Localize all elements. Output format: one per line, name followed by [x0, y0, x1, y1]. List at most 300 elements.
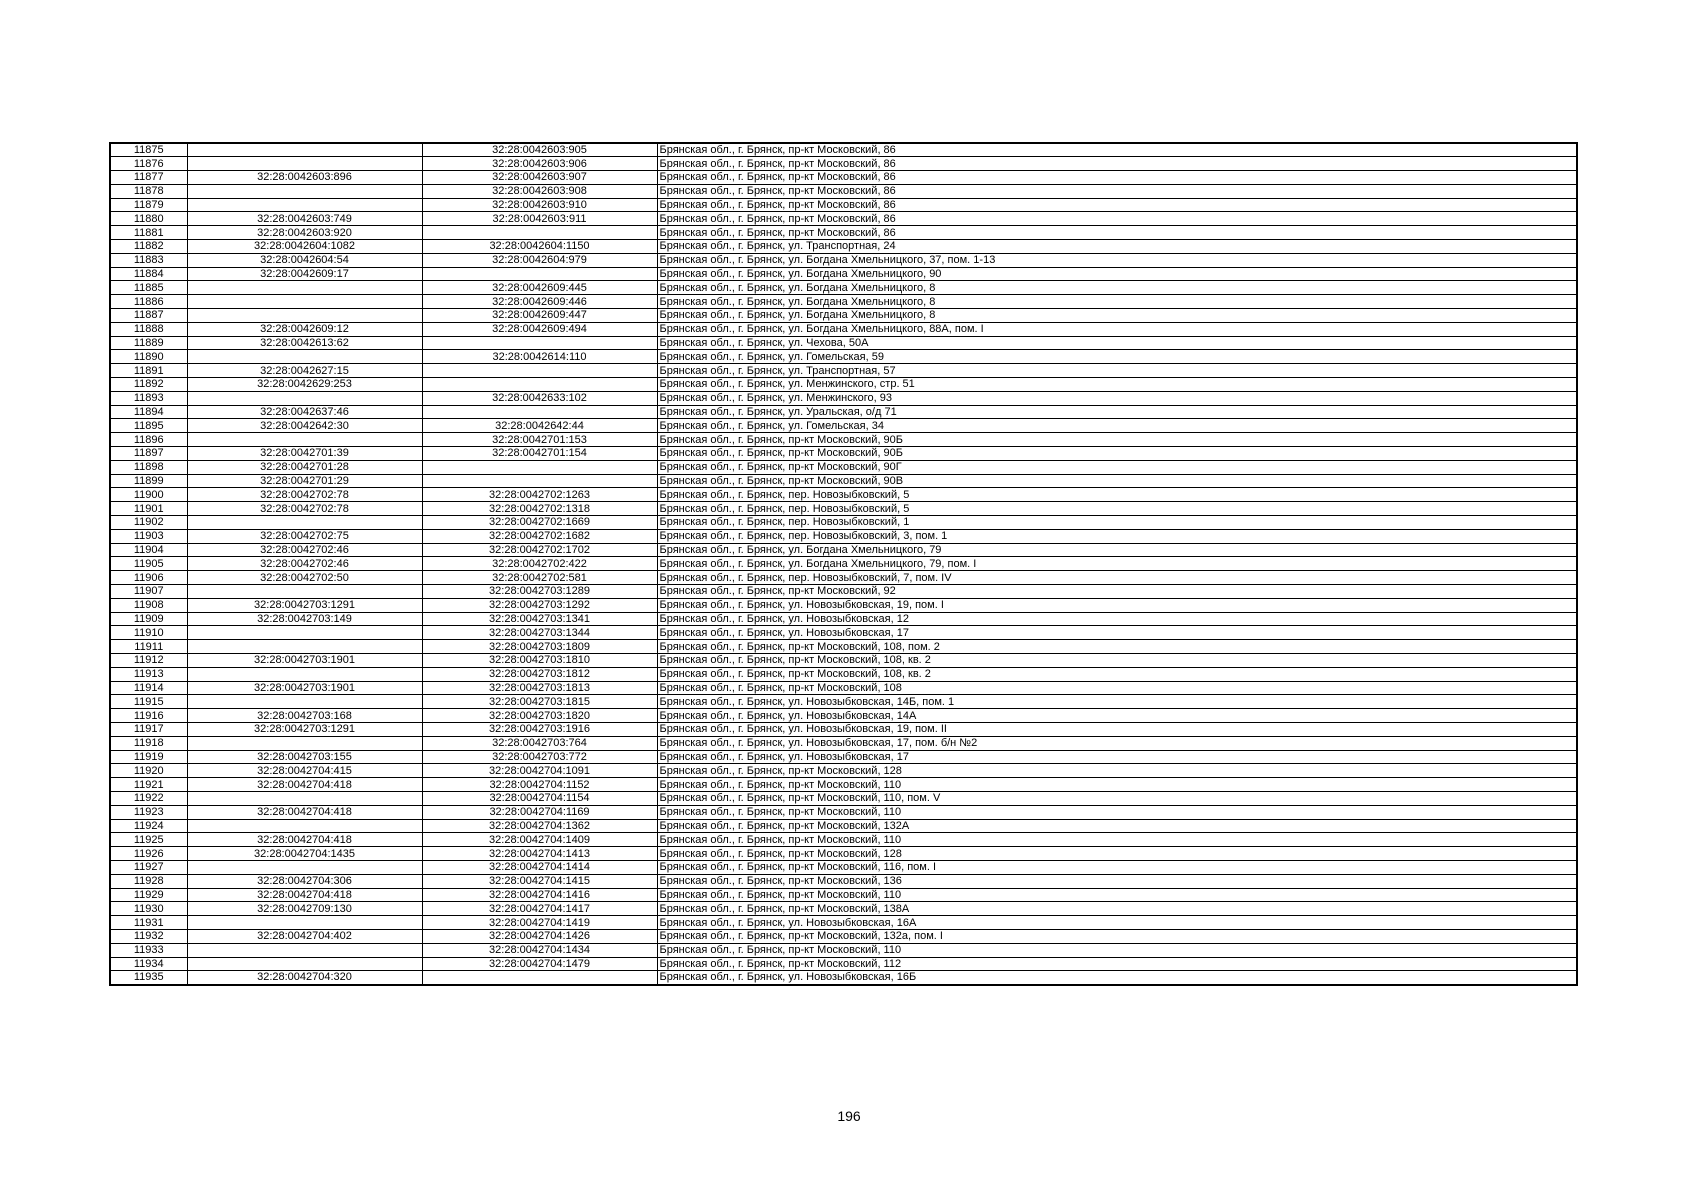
- new-cadastral-number-cell: [422, 405, 657, 419]
- row-number-cell: 11933: [110, 943, 187, 957]
- address-cell: Брянская обл., г. Брянск, пер. Новозыбковский, 1: [657, 516, 1577, 530]
- old-cadastral-number-cell: 32:28:0042703:1291: [187, 722, 422, 736]
- row-number-cell: 11903: [110, 529, 187, 543]
- row-number-cell: 11920: [110, 764, 187, 778]
- table-row: [110, 226, 1577, 240]
- new-cadastral-number-cell: 32:28:0042704:1169: [422, 805, 657, 819]
- address-cell: Брянская обл., г. Брянск, пр-кт Московский, 90В: [657, 474, 1577, 488]
- row-number-cell: 11885: [110, 281, 187, 295]
- row-number-cell: 11916: [110, 709, 187, 723]
- address-cell: Брянская обл., г. Брянск, пр-кт Московский, 86: [657, 143, 1577, 157]
- table-row: [110, 378, 1577, 392]
- cadastral-table: [109, 142, 1578, 986]
- new-cadastral-number-cell: 32:28:0042703:772: [422, 750, 657, 764]
- address-cell: Брянская обл., г. Брянск, ул. Новозыбковская, 17, пом. б/н №2: [657, 736, 1577, 750]
- old-cadastral-number-cell: 32:28:0042702:50: [187, 571, 422, 585]
- new-cadastral-number-cell: 32:28:0042609:447: [422, 309, 657, 323]
- old-cadastral-number-cell: [187, 433, 422, 447]
- old-cadastral-number-cell: [187, 957, 422, 971]
- old-cadastral-number-cell: [187, 295, 422, 309]
- old-cadastral-number-cell: 32:28:0042702:75: [187, 529, 422, 543]
- table-row: [110, 350, 1577, 364]
- table-row: [110, 571, 1577, 585]
- old-cadastral-number-cell: 32:28:0042703:1901: [187, 681, 422, 695]
- table-row: [110, 833, 1577, 847]
- address-cell: Брянская обл., г. Брянск, ул. Гомельская, 59: [657, 350, 1577, 364]
- row-number-cell: 11910: [110, 626, 187, 640]
- row-number-cell: 11905: [110, 557, 187, 571]
- row-number-cell: 11915: [110, 695, 187, 709]
- address-cell: Брянская обл., г. Брянск, пр-кт Московский, 108, кв. 2: [657, 653, 1577, 667]
- row-number-cell: 11911: [110, 640, 187, 654]
- row-number-cell: 11926: [110, 847, 187, 861]
- old-cadastral-number-cell: 32:28:0042702:78: [187, 488, 422, 502]
- table-row: [110, 281, 1577, 295]
- address-cell: Брянская обл., г. Брянск, пр-кт Московский, 132а, пом. I: [657, 929, 1577, 943]
- table-row: [110, 764, 1577, 778]
- new-cadastral-number-cell: 32:28:0042603:911: [422, 212, 657, 226]
- old-cadastral-number-cell: 32:28:0042637:46: [187, 405, 422, 419]
- row-number-cell: 11881: [110, 226, 187, 240]
- new-cadastral-number-cell: 32:28:0042609:445: [422, 281, 657, 295]
- table-row: [110, 419, 1577, 433]
- new-cadastral-number-cell: 32:28:0042633:102: [422, 391, 657, 405]
- row-number-cell: 11882: [110, 240, 187, 254]
- old-cadastral-number-cell: 32:28:0042704:418: [187, 888, 422, 902]
- row-number-cell: 11934: [110, 957, 187, 971]
- new-cadastral-number-cell: 32:28:0042703:1341: [422, 612, 657, 626]
- old-cadastral-number-cell: [187, 516, 422, 530]
- table-row: [110, 198, 1577, 212]
- address-cell: Брянская обл., г. Брянск, пр-кт Московский, 110: [657, 943, 1577, 957]
- row-number-cell: 11901: [110, 502, 187, 516]
- table-row: [110, 847, 1577, 861]
- row-number-cell: 11912: [110, 653, 187, 667]
- row-number-cell: 11895: [110, 419, 187, 433]
- address-cell: Брянская обл., г. Брянск, ул. Новозыбковская, 14Б, пом. 1: [657, 695, 1577, 709]
- table-row: [110, 212, 1577, 226]
- old-cadastral-number-cell: 32:28:0042609:17: [187, 267, 422, 281]
- row-number-cell: 11914: [110, 681, 187, 695]
- row-number-cell: 11888: [110, 322, 187, 336]
- table-row: [110, 543, 1577, 557]
- new-cadastral-number-cell: 32:28:0042703:1289: [422, 585, 657, 599]
- row-number-cell: 11904: [110, 543, 187, 557]
- old-cadastral-number-cell: 32:28:0042701:29: [187, 474, 422, 488]
- table-row: [110, 888, 1577, 902]
- address-cell: Брянская обл., г. Брянск, ул. Новозыбковская, 19, пом. II: [657, 722, 1577, 736]
- old-cadastral-number-cell: 32:28:0042629:253: [187, 378, 422, 392]
- row-number-cell: 11918: [110, 736, 187, 750]
- row-number-cell: 11935: [110, 971, 187, 985]
- new-cadastral-number-cell: 32:28:0042614:110: [422, 350, 657, 364]
- table-row: [110, 364, 1577, 378]
- address-cell: Брянская обл., г. Брянск, ул. Новозыбковская, 16А: [657, 916, 1577, 930]
- row-number-cell: 11878: [110, 184, 187, 198]
- old-cadastral-number-cell: 32:28:0042709:130: [187, 902, 422, 916]
- old-cadastral-number-cell: 32:28:0042603:896: [187, 171, 422, 185]
- old-cadastral-number-cell: [187, 391, 422, 405]
- table-row: [110, 860, 1577, 874]
- old-cadastral-number-cell: [187, 184, 422, 198]
- row-number-cell: 11906: [110, 571, 187, 585]
- address-cell: Брянская обл., г. Брянск, пр-кт Московский, 108, кв. 2: [657, 667, 1577, 681]
- row-number-cell: 11902: [110, 516, 187, 530]
- new-cadastral-number-cell: 32:28:0042702:1669: [422, 516, 657, 530]
- old-cadastral-number-cell: 32:28:0042701:28: [187, 460, 422, 474]
- address-cell: Брянская обл., г. Брянск, пр-кт Московский, 86: [657, 226, 1577, 240]
- new-cadastral-number-cell: [422, 226, 657, 240]
- new-cadastral-number-cell: 32:28:0042704:1152: [422, 778, 657, 792]
- row-number-cell: 11932: [110, 929, 187, 943]
- table-row: [110, 405, 1577, 419]
- old-cadastral-number-cell: 32:28:0042704:1435: [187, 847, 422, 861]
- address-cell: Брянская обл., г. Брянск, пр-кт Московский, 128: [657, 847, 1577, 861]
- table-row: [110, 681, 1577, 695]
- old-cadastral-number-cell: 32:28:0042604:54: [187, 253, 422, 267]
- table-row: [110, 819, 1577, 833]
- old-cadastral-number-cell: [187, 819, 422, 833]
- old-cadastral-number-cell: 32:28:0042702:46: [187, 543, 422, 557]
- address-cell: Брянская обл., г. Брянск, ул. Богдана Хмельницкого, 8: [657, 281, 1577, 295]
- table-row: [110, 488, 1577, 502]
- table-row: [110, 791, 1577, 805]
- address-cell: Брянская обл., г. Брянск, ул. Менжинского, 93: [657, 391, 1577, 405]
- row-number-cell: 11899: [110, 474, 187, 488]
- row-number-cell: 11924: [110, 819, 187, 833]
- address-cell: Брянская обл., г. Брянск, пр-кт Московский, 128: [657, 764, 1577, 778]
- table-row: [110, 157, 1577, 171]
- row-number-cell: 11909: [110, 612, 187, 626]
- table-row: [110, 502, 1577, 516]
- address-cell: Брянская обл., г. Брянск, пр-кт Московский, 90Б: [657, 447, 1577, 461]
- old-cadastral-number-cell: [187, 350, 422, 364]
- address-cell: Брянская обл., г. Брянск, пр-кт Московский, 132А: [657, 819, 1577, 833]
- row-number-cell: 11886: [110, 295, 187, 309]
- address-cell: Брянская обл., г. Брянск, пр-кт Московский, 108, пом. 2: [657, 640, 1577, 654]
- table-row: [110, 653, 1577, 667]
- new-cadastral-number-cell: 32:28:0042702:422: [422, 557, 657, 571]
- table-row: [110, 750, 1577, 764]
- table-row: [110, 585, 1577, 599]
- old-cadastral-number-cell: [187, 585, 422, 599]
- old-cadastral-number-cell: 32:28:0042703:1901: [187, 653, 422, 667]
- address-cell: Брянская обл., г. Брянск, ул. Новозыбковская, 16Б: [657, 971, 1577, 985]
- row-number-cell: 11879: [110, 198, 187, 212]
- old-cadastral-number-cell: [187, 695, 422, 709]
- new-cadastral-number-cell: 32:28:0042704:1409: [422, 833, 657, 847]
- table-row: [110, 447, 1577, 461]
- table-row: [110, 626, 1577, 640]
- address-cell: Брянская обл., г. Брянск, ул. Богдана Хмельницкого, 88А, пом. I: [657, 322, 1577, 336]
- old-cadastral-number-cell: [187, 860, 422, 874]
- row-number-cell: 11876: [110, 157, 187, 171]
- old-cadastral-number-cell: [187, 943, 422, 957]
- address-cell: Брянская обл., г. Брянск, пр-кт Московский, 138А: [657, 902, 1577, 916]
- row-number-cell: 11929: [110, 888, 187, 902]
- address-cell: Брянская обл., г. Брянск, ул. Транспортная, 57: [657, 364, 1577, 378]
- row-number-cell: 11913: [110, 667, 187, 681]
- new-cadastral-number-cell: 32:28:0042704:1413: [422, 847, 657, 861]
- old-cadastral-number-cell: 32:28:0042704:418: [187, 805, 422, 819]
- address-cell: Брянская обл., г. Брянск, пр-кт Московский, 110: [657, 778, 1577, 792]
- new-cadastral-number-cell: 32:28:0042704:1416: [422, 888, 657, 902]
- new-cadastral-number-cell: 32:28:0042702:1263: [422, 488, 657, 502]
- row-number-cell: 11931: [110, 916, 187, 930]
- old-cadastral-number-cell: [187, 736, 422, 750]
- old-cadastral-number-cell: [187, 916, 422, 930]
- new-cadastral-number-cell: 32:28:0042704:1419: [422, 916, 657, 930]
- table-row: [110, 267, 1577, 281]
- old-cadastral-number-cell: 32:28:0042704:418: [187, 778, 422, 792]
- new-cadastral-number-cell: [422, 336, 657, 350]
- row-number-cell: 11923: [110, 805, 187, 819]
- row-number-cell: 11894: [110, 405, 187, 419]
- address-cell: Брянская обл., г. Брянск, ул. Богдана Хмельницкого, 37, пом. 1-13: [657, 253, 1577, 267]
- row-number-cell: 11897: [110, 447, 187, 461]
- address-cell: Брянская обл., г. Брянск, ул. Новозыбковская, 17: [657, 626, 1577, 640]
- new-cadastral-number-cell: [422, 378, 657, 392]
- row-number-cell: 11930: [110, 902, 187, 916]
- address-cell: Брянская обл., г. Брянск, ул. Новозыбковская, 17: [657, 750, 1577, 764]
- table-row: [110, 695, 1577, 709]
- table-row: [110, 529, 1577, 543]
- address-cell: Брянская обл., г. Брянск, ул. Богдана Хмельницкого, 79: [657, 543, 1577, 557]
- old-cadastral-number-cell: 32:28:0042704:306: [187, 874, 422, 888]
- new-cadastral-number-cell: 32:28:0042704:1154: [422, 791, 657, 805]
- new-cadastral-number-cell: 32:28:0042604:979: [422, 253, 657, 267]
- new-cadastral-number-cell: 32:28:0042702:581: [422, 571, 657, 585]
- row-number-cell: 11917: [110, 722, 187, 736]
- page-number: 196: [837, 1108, 861, 1124]
- new-cadastral-number-cell: 32:28:0042642:44: [422, 419, 657, 433]
- new-cadastral-number-cell: 32:28:0042704:1417: [422, 902, 657, 916]
- row-number-cell: 11887: [110, 309, 187, 323]
- table-row: [110, 391, 1577, 405]
- new-cadastral-number-cell: 32:28:0042703:1815: [422, 695, 657, 709]
- old-cadastral-number-cell: 32:28:0042702:46: [187, 557, 422, 571]
- new-cadastral-number-cell: 32:28:0042704:1091: [422, 764, 657, 778]
- row-number-cell: 11891: [110, 364, 187, 378]
- address-cell: Брянская обл., г. Брянск, пер. Новозыбковский, 5: [657, 488, 1577, 502]
- new-cadastral-number-cell: 32:28:0042703:1916: [422, 722, 657, 736]
- table-row: [110, 667, 1577, 681]
- address-cell: Брянская обл., г. Брянск, пр-кт Московский, 92: [657, 585, 1577, 599]
- old-cadastral-number-cell: 32:28:0042704:418: [187, 833, 422, 847]
- table-row: [110, 336, 1577, 350]
- new-cadastral-number-cell: [422, 971, 657, 985]
- table-row: [110, 929, 1577, 943]
- address-cell: Брянская обл., г. Брянск, ул. Уральская, о/д 71: [657, 405, 1577, 419]
- new-cadastral-number-cell: 32:28:0042702:1318: [422, 502, 657, 516]
- table-row: [110, 516, 1577, 530]
- address-cell: Брянская обл., г. Брянск, ул. Гомельская, 34: [657, 419, 1577, 433]
- old-cadastral-number-cell: 32:28:0042703:155: [187, 750, 422, 764]
- old-cadastral-number-cell: 32:28:0042609:12: [187, 322, 422, 336]
- new-cadastral-number-cell: 32:28:0042603:907: [422, 171, 657, 185]
- old-cadastral-number-cell: 32:28:0042642:30: [187, 419, 422, 433]
- row-number-cell: 11898: [110, 460, 187, 474]
- table-row: [110, 957, 1577, 971]
- table-row: [110, 874, 1577, 888]
- row-number-cell: 11925: [110, 833, 187, 847]
- new-cadastral-number-cell: 32:28:0042603:906: [422, 157, 657, 171]
- address-cell: Брянская обл., г. Брянск, ул. Новозыбковская, 14А: [657, 709, 1577, 723]
- address-cell: Брянская обл., г. Брянск, пер. Новозыбковский, 7, пом. IV: [657, 571, 1577, 585]
- table-row: [110, 916, 1577, 930]
- new-cadastral-number-cell: 32:28:0042703:1292: [422, 598, 657, 612]
- old-cadastral-number-cell: 32:28:0042603:920: [187, 226, 422, 240]
- new-cadastral-number-cell: 32:28:0042701:154: [422, 447, 657, 461]
- new-cadastral-number-cell: 32:28:0042702:1682: [422, 529, 657, 543]
- table-row: [110, 612, 1577, 626]
- table-row: [110, 736, 1577, 750]
- row-number-cell: 11927: [110, 860, 187, 874]
- table-row: [110, 295, 1577, 309]
- old-cadastral-number-cell: [187, 640, 422, 654]
- table-row: [110, 805, 1577, 819]
- address-cell: Брянская обл., г. Брянск, ул. Богдана Хмельницкого, 90: [657, 267, 1577, 281]
- old-cadastral-number-cell: [187, 626, 422, 640]
- table-row: [110, 598, 1577, 612]
- address-cell: Брянская обл., г. Брянск, пр-кт Московский, 86: [657, 171, 1577, 185]
- old-cadastral-number-cell: [187, 281, 422, 295]
- table-body: [110, 143, 1577, 985]
- new-cadastral-number-cell: 32:28:0042609:494: [422, 322, 657, 336]
- old-cadastral-number-cell: 32:28:0042703:168: [187, 709, 422, 723]
- table-row: [110, 971, 1577, 985]
- row-number-cell: 11900: [110, 488, 187, 502]
- table-row: [110, 778, 1577, 792]
- table-row: [110, 433, 1577, 447]
- table-row: [110, 460, 1577, 474]
- old-cadastral-number-cell: [187, 309, 422, 323]
- new-cadastral-number-cell: 32:28:0042703:1809: [422, 640, 657, 654]
- row-number-cell: 11889: [110, 336, 187, 350]
- table-row: [110, 474, 1577, 488]
- row-number-cell: 11893: [110, 391, 187, 405]
- row-number-cell: 11892: [110, 378, 187, 392]
- address-cell: Брянская обл., г. Брянск, ул. Богдана Хмельницкого, 79, пом. I: [657, 557, 1577, 571]
- new-cadastral-number-cell: [422, 267, 657, 281]
- table-row: [110, 640, 1577, 654]
- address-cell: Брянская обл., г. Брянск, пер. Новозыбковский, 3, пом. 1: [657, 529, 1577, 543]
- address-cell: Брянская обл., г. Брянск, пр-кт Московский, 86: [657, 157, 1577, 171]
- address-cell: Брянская обл., г. Брянск, ул. Богдана Хмельницкого, 8: [657, 309, 1577, 323]
- address-cell: Брянская обл., г. Брянск, пр-кт Московский, 110: [657, 833, 1577, 847]
- address-cell: Брянская обл., г. Брянск, ул. Чехова, 50А: [657, 336, 1577, 350]
- table-row: [110, 171, 1577, 185]
- row-number-cell: 11921: [110, 778, 187, 792]
- old-cadastral-number-cell: 32:28:0042613:62: [187, 336, 422, 350]
- row-number-cell: 11922: [110, 791, 187, 805]
- row-number-cell: 11919: [110, 750, 187, 764]
- row-number-cell: 11884: [110, 267, 187, 281]
- address-cell: Брянская обл., г. Брянск, пр-кт Московский, 110: [657, 805, 1577, 819]
- old-cadastral-number-cell: 32:28:0042701:39: [187, 447, 422, 461]
- row-number-cell: 11890: [110, 350, 187, 364]
- new-cadastral-number-cell: 32:28:0042604:1150: [422, 240, 657, 254]
- new-cadastral-number-cell: [422, 474, 657, 488]
- new-cadastral-number-cell: 32:28:0042704:1426: [422, 929, 657, 943]
- old-cadastral-number-cell: [187, 143, 422, 157]
- address-cell: Брянская обл., г. Брянск, пр-кт Московский, 86: [657, 212, 1577, 226]
- new-cadastral-number-cell: 32:28:0042704:1479: [422, 957, 657, 971]
- address-cell: Брянская обл., г. Брянск, ул. Богдана Хмельницкого, 8: [657, 295, 1577, 309]
- table-row: [110, 902, 1577, 916]
- old-cadastral-number-cell: 32:28:0042627:15: [187, 364, 422, 378]
- table-row: [110, 309, 1577, 323]
- table-row: [110, 322, 1577, 336]
- address-cell: Брянская обл., г. Брянск, пр-кт Московский, 110, пом. V: [657, 791, 1577, 805]
- row-number-cell: 11907: [110, 585, 187, 599]
- address-cell: Брянская обл., г. Брянск, пр-кт Московский, 90Б: [657, 433, 1577, 447]
- address-cell: Брянская обл., г. Брянск, пр-кт Московский, 86: [657, 198, 1577, 212]
- address-cell: Брянская обл., г. Брянск, ул. Новозыбковская, 12: [657, 612, 1577, 626]
- row-number-cell: 11883: [110, 253, 187, 267]
- table-row: [110, 709, 1577, 723]
- table-row: [110, 184, 1577, 198]
- row-number-cell: 11896: [110, 433, 187, 447]
- new-cadastral-number-cell: 32:28:0042701:153: [422, 433, 657, 447]
- old-cadastral-number-cell: 32:28:0042704:415: [187, 764, 422, 778]
- new-cadastral-number-cell: 32:28:0042703:1813: [422, 681, 657, 695]
- new-cadastral-number-cell: 32:28:0042702:1702: [422, 543, 657, 557]
- row-number-cell: 11877: [110, 171, 187, 185]
- new-cadastral-number-cell: 32:28:0042703:1820: [422, 709, 657, 723]
- new-cadastral-number-cell: [422, 364, 657, 378]
- address-cell: Брянская обл., г. Брянск, пр-кт Московский, 116, пом. I: [657, 860, 1577, 874]
- new-cadastral-number-cell: 32:28:0042704:1415: [422, 874, 657, 888]
- old-cadastral-number-cell: 32:28:0042704:402: [187, 929, 422, 943]
- row-number-cell: 11875: [110, 143, 187, 157]
- new-cadastral-number-cell: 32:28:0042703:764: [422, 736, 657, 750]
- table-row: [110, 240, 1577, 254]
- old-cadastral-number-cell: [187, 791, 422, 805]
- address-cell: Брянская обл., г. Брянск, пер. Новозыбковский, 5: [657, 502, 1577, 516]
- old-cadastral-number-cell: 32:28:0042702:78: [187, 502, 422, 516]
- new-cadastral-number-cell: 32:28:0042609:446: [422, 295, 657, 309]
- address-cell: Брянская обл., г. Брянск, пр-кт Московский, 110: [657, 888, 1577, 902]
- old-cadastral-number-cell: 32:28:0042603:749: [187, 212, 422, 226]
- old-cadastral-number-cell: 32:28:0042703:149: [187, 612, 422, 626]
- new-cadastral-number-cell: 32:28:0042703:1810: [422, 653, 657, 667]
- new-cadastral-number-cell: 32:28:0042704:1434: [422, 943, 657, 957]
- address-cell: Брянская обл., г. Брянск, пр-кт Московский, 136: [657, 874, 1577, 888]
- address-cell: Брянская обл., г. Брянск, ул. Новозыбковская, 19, пом. I: [657, 598, 1577, 612]
- old-cadastral-number-cell: [187, 667, 422, 681]
- old-cadastral-number-cell: 32:28:0042703:1291: [187, 598, 422, 612]
- address-cell: Брянская обл., г. Брянск, ул. Менжинского, стр. 51: [657, 378, 1577, 392]
- new-cadastral-number-cell: 32:28:0042704:1362: [422, 819, 657, 833]
- address-cell: Брянская обл., г. Брянск, пр-кт Московский, 86: [657, 184, 1577, 198]
- table-row: [110, 253, 1577, 267]
- old-cadastral-number-cell: [187, 198, 422, 212]
- row-number-cell: 11908: [110, 598, 187, 612]
- new-cadastral-number-cell: 32:28:0042603:908: [422, 184, 657, 198]
- address-cell: Брянская обл., г. Брянск, пр-кт Московский, 90Г: [657, 460, 1577, 474]
- table-row: [110, 943, 1577, 957]
- new-cadastral-number-cell: 32:28:0042704:1414: [422, 860, 657, 874]
- address-cell: Брянская обл., г. Брянск, ул. Транспортная, 24: [657, 240, 1577, 254]
- table-row: [110, 722, 1577, 736]
- new-cadastral-number-cell: 32:28:0042703:1812: [422, 667, 657, 681]
- table-row: [110, 557, 1577, 571]
- address-cell: Брянская обл., г. Брянск, пр-кт Московский, 108: [657, 681, 1577, 695]
- old-cadastral-number-cell: 32:28:0042704:320: [187, 971, 422, 985]
- new-cadastral-number-cell: 32:28:0042603:910: [422, 198, 657, 212]
- row-number-cell: 11880: [110, 212, 187, 226]
